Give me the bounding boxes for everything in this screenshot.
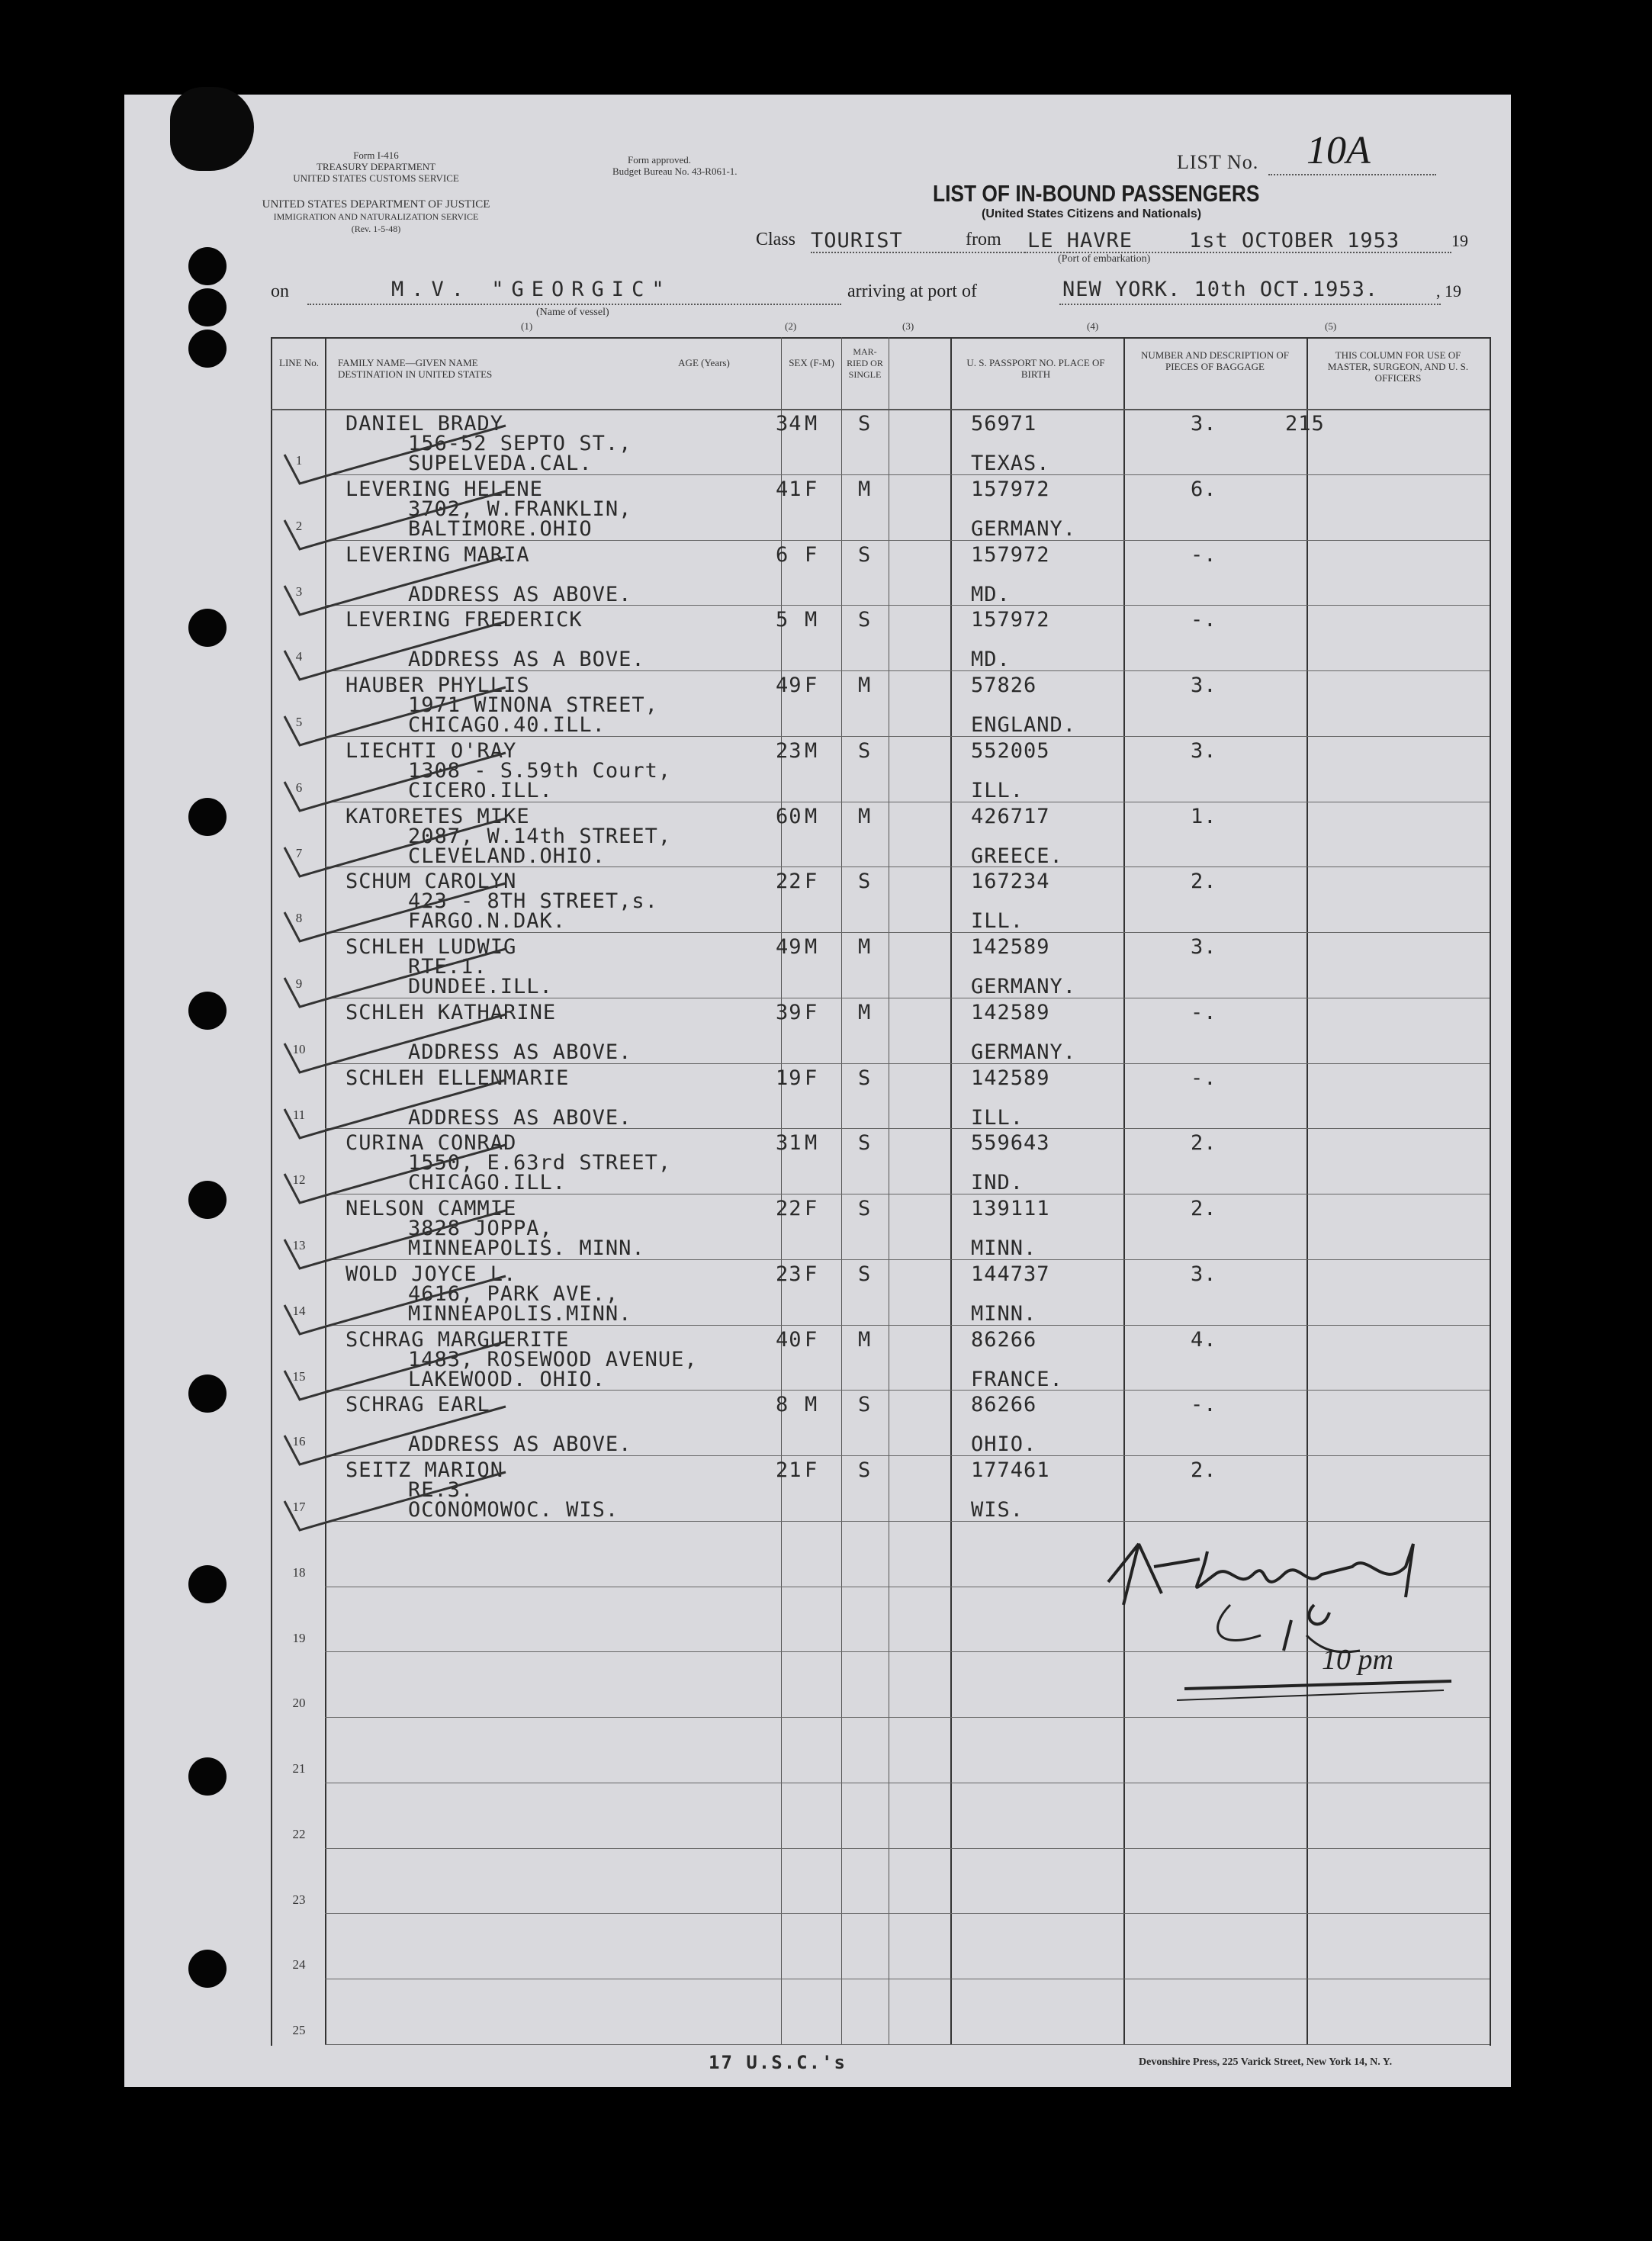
passenger-age: 39 [776, 1000, 802, 1024]
passenger-marital-status: S [858, 1262, 872, 1286]
place-of-birth: TEXAS. [971, 452, 1050, 475]
class-label: Class [756, 230, 796, 249]
place-of-birth: OHIO. [971, 1432, 1037, 1457]
place-of-birth: ILL. [971, 1105, 1024, 1130]
passenger-age: 31 [776, 1131, 802, 1156]
place-of-birth: WIS. [971, 1498, 1024, 1522]
class-value: TOURIST [811, 229, 903, 252]
passport-number: 142589 [971, 1000, 1050, 1024]
column-number: (5) [1325, 320, 1337, 332]
baggage-count: -. [1191, 1000, 1217, 1024]
passenger-age: 34 [776, 412, 802, 436]
passport-number: 177461 [971, 1458, 1050, 1483]
line-number: 7 [295, 845, 303, 860]
passenger-name: SCHLEH ELLENMARIE [346, 1066, 570, 1090]
passenger-age: 49 [776, 935, 802, 960]
torn-corner [170, 87, 254, 171]
line-number: 3 [295, 584, 303, 599]
passenger-address-line: CICERO.ILL. [408, 778, 553, 802]
embark-note: (Port of embarkation) [1058, 253, 1151, 265]
passenger-marital-status: M [858, 1327, 872, 1352]
customs-service: UNITED STATES CUSTOMS SERVICE [293, 172, 459, 184]
passenger-age: 19 [776, 1066, 802, 1090]
line-number: 9 [295, 976, 303, 992]
passenger-address-line: CHICAGO.40.ILL. [408, 713, 606, 738]
passenger-address-line: ADDRESS AS ABOVE. [408, 1432, 632, 1457]
passenger-sex: M [805, 738, 818, 763]
passenger-address-line: 1971 WINONA STREET, [408, 693, 658, 718]
line-number: 8 [295, 911, 303, 926]
passenger-marital-status: M [858, 674, 872, 698]
place-of-birth: GERMANY. [971, 1040, 1077, 1064]
handwritten-time: 10 pm [1322, 1644, 1393, 1676]
passenger-address-line: MINNEAPOLIS.MINN. [408, 1301, 632, 1326]
passenger-sex: F [805, 1066, 818, 1090]
passport-number: 157972 [971, 608, 1050, 632]
arriving-value: NEW YORK. 10th OCT.1953. [1062, 278, 1379, 301]
printer-imprint: Devonshire Press, 225 Varick Street, New York 14, N. Y. [1139, 2056, 1393, 2068]
passport-number: 142589 [971, 935, 1050, 960]
punch-hole [188, 609, 227, 647]
header-age: AGE (Years) [678, 357, 730, 368]
passenger-address-line: ADDRESS AS A BOVE. [408, 648, 645, 672]
passenger-name: SCHRAG MARGUERITE [346, 1327, 570, 1352]
baggage-count: 3. [1191, 935, 1217, 960]
passenger-address-line: 3702, W.FRANKLIN, [408, 497, 632, 521]
passenger-name: LEVERING MARIA [346, 542, 530, 567]
passenger-address-line: 4616, PARK AVE., [408, 1281, 619, 1306]
row-rule [325, 1848, 1490, 1849]
passenger-name: NELSON CAMMIE [346, 1197, 517, 1221]
passenger-age: 41 [776, 477, 802, 501]
passenger-name: DANIEL BRADY [346, 412, 504, 436]
passenger-sex: F [805, 477, 818, 501]
place-of-birth: MD. [971, 648, 1011, 672]
passport-number: 552005 [971, 738, 1050, 763]
line-number: 23 [292, 1892, 306, 1907]
place-of-birth: GERMANY. [971, 516, 1077, 541]
form-sheet [124, 95, 1511, 2087]
line-number: 25 [292, 2023, 306, 2038]
passport-number: 139111 [971, 1197, 1050, 1221]
passenger-marital-status: S [858, 738, 872, 763]
passenger-address-line: BALTIMORE.OHIO [408, 516, 593, 541]
line-number: 12 [292, 1172, 306, 1188]
column-number: (3) [902, 320, 914, 332]
line-number: 1 [295, 453, 303, 468]
header-passport: U. S. PASSPORT NO. PLACE OF BIRTH [966, 357, 1105, 380]
line-number: 18 [292, 1564, 306, 1580]
passenger-marital-status: M [858, 804, 872, 828]
passport-number: 559643 [971, 1131, 1050, 1156]
baggage-count: -. [1191, 542, 1217, 567]
baggage-count: 6. [1191, 477, 1217, 501]
passenger-name: KATORETES MIKE [346, 804, 530, 828]
passenger-marital-status: S [858, 1131, 872, 1156]
passenger-marital-status: S [858, 1066, 872, 1090]
passenger-sex: F [805, 674, 818, 698]
passenger-sex: M [805, 1131, 818, 1156]
passenger-age: 22 [776, 1197, 802, 1221]
passenger-name: CURINA CONRAD [346, 1131, 517, 1156]
passport-number: 142589 [971, 1066, 1050, 1090]
passenger-name: SCHLEH KATHARINE [346, 1000, 557, 1024]
baggage-count: 1. [1191, 804, 1217, 828]
line-number: 13 [292, 1238, 306, 1253]
passport-number: 167234 [971, 870, 1050, 894]
passenger-age: 40 [776, 1327, 802, 1352]
baggage-count: 3. [1191, 674, 1217, 698]
passenger-address-line: 3828 JOPPA, [408, 1217, 553, 1241]
check-mark-icon [277, 1471, 521, 1539]
passenger-name: SCHLEH LUDWIG [346, 935, 517, 960]
place-of-birth: MD. [971, 582, 1011, 606]
punch-hole [188, 992, 227, 1030]
from-label: from [966, 230, 1001, 249]
baggage-count: 2. [1191, 1458, 1217, 1483]
on-label: on [271, 281, 289, 301]
passport-number: 56971 [971, 412, 1037, 436]
passenger-marital-status: M [858, 477, 872, 501]
arriving-label: arriving at port of [847, 281, 977, 301]
passport-number: 144737 [971, 1262, 1050, 1286]
line-number: 16 [292, 1434, 306, 1449]
column-number: (4) [1087, 320, 1099, 332]
place-of-birth: GERMANY. [971, 975, 1077, 999]
punch-hole [188, 798, 227, 836]
passenger-marital-status: S [858, 608, 872, 632]
place-of-birth: IND. [971, 1171, 1024, 1195]
form-approved: Form approved. [628, 154, 692, 166]
vessel-note: (Name of vessel) [536, 307, 609, 318]
line-number: 19 [292, 1630, 306, 1645]
form-subtitle: (United States Citizens and Nationals) [982, 207, 1202, 220]
passenger-address-line: ADDRESS AS ABOVE. [408, 582, 632, 606]
baggage-count: 3. [1191, 1262, 1217, 1286]
passenger-age: 23 [776, 1262, 802, 1286]
line-number: 24 [292, 1957, 306, 1973]
passenger-address-line: MINNEAPOLIS. MINN. [408, 1236, 645, 1261]
passenger-age: 22 [776, 870, 802, 894]
line-number: 10 [292, 1041, 306, 1056]
line-number: 5 [295, 715, 303, 730]
header-line-no: LINE No. [279, 357, 319, 368]
place-of-birth: MINN. [971, 1236, 1037, 1261]
passenger-name: SCHRAG EARL [346, 1393, 490, 1417]
passenger-sex: M [805, 1393, 818, 1417]
passenger-marital-status: S [858, 1393, 872, 1417]
passport-number: 157972 [971, 542, 1050, 567]
line-number: 22 [292, 1826, 306, 1841]
passenger-marital-status: M [858, 935, 872, 960]
passenger-marital-status: S [858, 412, 872, 436]
passenger-sex: M [805, 412, 818, 436]
list-no-label: LIST No. [1177, 151, 1259, 173]
passenger-age: 49 [776, 674, 802, 698]
passenger-address-line: FARGO.N.DAK. [408, 909, 567, 934]
passport-number: 86266 [971, 1393, 1037, 1417]
punch-hole [188, 1757, 227, 1796]
place-of-birth: ILL. [971, 778, 1024, 802]
baggage-count: 2. [1191, 1197, 1217, 1221]
total-count: 17 U.S.C.'s [709, 2052, 847, 2073]
baggage-count: -. [1191, 608, 1217, 632]
column-number: (2) [785, 320, 797, 332]
punch-hole [188, 1565, 227, 1603]
baggage-count: 3. [1191, 412, 1217, 436]
passenger-sex: F [805, 1327, 818, 1352]
passenger-marital-status: M [858, 1000, 872, 1024]
list-no-value: 10A [1306, 129, 1371, 172]
passenger-sex: F [805, 542, 818, 567]
justice-dept: UNITED STATES DEPARTMENT OF JUSTICE [262, 198, 490, 211]
row-rule [325, 2044, 1490, 2045]
passenger-address-line: RE.3. [408, 1478, 474, 1503]
passenger-address-line: RTE.1. [408, 955, 487, 979]
passenger-address-line: 1308 - S.59th Court, [408, 758, 672, 783]
passenger-address-line: CHICAGO.ILL. [408, 1171, 567, 1195]
passenger-address-line: DUNDEE.ILL. [408, 975, 553, 999]
passenger-name: WOLD JOYCE L. [346, 1262, 517, 1286]
place-of-birth: FRANCE. [971, 1367, 1063, 1391]
passenger-age: 6 [776, 542, 789, 567]
passenger-sex: F [805, 870, 818, 894]
line-number: 2 [295, 518, 303, 533]
departure-date: 1st OCTOBER 1953 [1189, 229, 1400, 252]
place-of-birth: MINN. [971, 1301, 1037, 1326]
passenger-address-line: 1550, E.63rd STREET, [408, 1151, 672, 1175]
line-number: 6 [295, 780, 303, 795]
form-number: Form I-416 [353, 150, 399, 161]
passenger-age: 23 [776, 738, 802, 763]
passenger-address-line: 2087, W.14th STREET, [408, 824, 672, 848]
passenger-marital-status: S [858, 1458, 872, 1483]
line-number: 15 [292, 1368, 306, 1384]
passenger-name: LIECHTI O'RAY [346, 738, 517, 763]
passenger-name: HAUBER PHYLLIS [346, 674, 530, 698]
passenger-name: LEVERING HELENE [346, 477, 543, 501]
line-number: 11 [292, 1107, 306, 1122]
arriving-suffix: , 19 [1436, 281, 1461, 301]
baggage-count: 2. [1191, 1131, 1217, 1156]
punch-hole [188, 1950, 227, 1988]
passenger-sex: F [805, 1000, 818, 1024]
punch-hole [188, 1181, 227, 1219]
baggage-count: -. [1191, 1393, 1217, 1417]
passenger-sex: F [805, 1262, 818, 1286]
revision: (Rev. 1-5-48) [351, 223, 401, 234]
passenger-address-line: 423 - 8TH STREET,s. [408, 889, 658, 914]
officer-signature [1093, 1521, 1474, 1719]
passenger-address-line: 1483, ROSEWOOD AVENUE, [408, 1347, 698, 1371]
column-number: (1) [521, 320, 533, 332]
from-value: LE HAVRE [1027, 229, 1133, 252]
punch-hole [188, 1375, 227, 1413]
passport-number: 57826 [971, 674, 1037, 698]
header-sex: SEX (F-M) [789, 357, 834, 368]
treasury-dept: TREASURY DEPARTMENT [316, 161, 436, 172]
passenger-address-line: CLEVELAND.OHIO. [408, 844, 606, 868]
passenger-address-line: 156-52 SEPTO ST., [408, 432, 632, 455]
place-of-birth: ILL. [971, 909, 1024, 934]
passenger-marital-status: S [858, 870, 872, 894]
baggage-count: -. [1191, 1066, 1217, 1090]
passenger-sex: F [805, 1458, 818, 1483]
passenger-sex: F [805, 1197, 818, 1221]
passenger-age: 21 [776, 1458, 802, 1483]
passenger-marital-status: S [858, 542, 872, 567]
passenger-address-line: OCONOMOWOC. WIS. [408, 1498, 619, 1522]
passenger-sex: M [805, 935, 818, 960]
punch-hole [188, 247, 227, 285]
punch-hole [188, 330, 227, 368]
baggage-count: 2. [1191, 870, 1217, 894]
row-rule [325, 1913, 1490, 1914]
passenger-address-line: ADDRESS AS ABOVE. [408, 1040, 632, 1064]
passport-number: 426717 [971, 804, 1050, 828]
baggage-count: 3. [1191, 738, 1217, 763]
line-number: 21 [292, 1761, 306, 1776]
header-married: MAR-RIED OR SINGLE [847, 346, 883, 380]
place-of-birth: GREECE. [971, 844, 1063, 868]
passenger-sex: M [805, 608, 818, 632]
budget-bureau: Budget Bureau No. 43-R061-1. [612, 166, 738, 177]
baggage-count: 4. [1191, 1327, 1217, 1352]
line-number: 20 [292, 1696, 306, 1711]
vessel-name: M.V. "GEORGIC" [391, 278, 672, 301]
form-title: LIST OF IN-BOUND PASSENGERS [933, 180, 1260, 207]
header-name: FAMILY NAME—GIVEN NAME DESTINATION IN UNITED STATES [338, 357, 493, 380]
header-officers: THIS COLUMN FOR USE OF MASTER, SURGEON, AND U. S. OFFICERS [1327, 349, 1469, 384]
passenger-address-line: ADDRESS AS ABOVE. [408, 1105, 632, 1130]
officer-note: 215 [1285, 412, 1325, 436]
passenger-name: SCHUM CAROLYN [346, 870, 517, 894]
passenger-name: LEVERING FREDERICK [346, 608, 583, 632]
line-number: 4 [295, 649, 303, 664]
passenger-address-line: SUPELVEDA.CAL. [408, 452, 593, 475]
line-number: 17 [292, 1500, 306, 1515]
passenger-age: 60 [776, 804, 802, 828]
passenger-age: 8 [776, 1393, 789, 1417]
passenger-age: 5 [776, 608, 789, 632]
passport-number: 157972 [971, 477, 1050, 501]
passenger-address-line: LAKEWOOD. OHIO. [408, 1367, 606, 1391]
ins-service: IMMIGRATION AND NATURALIZATION SERVICE [273, 211, 479, 222]
punch-hole [188, 288, 227, 326]
place-of-birth: ENGLAND. [971, 713, 1077, 738]
passenger-marital-status: S [858, 1197, 872, 1221]
passport-number: 86266 [971, 1327, 1037, 1352]
passenger-sex: M [805, 804, 818, 828]
header-baggage: NUMBER AND DESCRIPTION OF PIECES OF BAGGAGE [1141, 349, 1289, 372]
date-suffix: 19 [1451, 231, 1468, 250]
line-number: 14 [292, 1303, 306, 1318]
passenger-name: SEITZ MARION [346, 1458, 504, 1483]
